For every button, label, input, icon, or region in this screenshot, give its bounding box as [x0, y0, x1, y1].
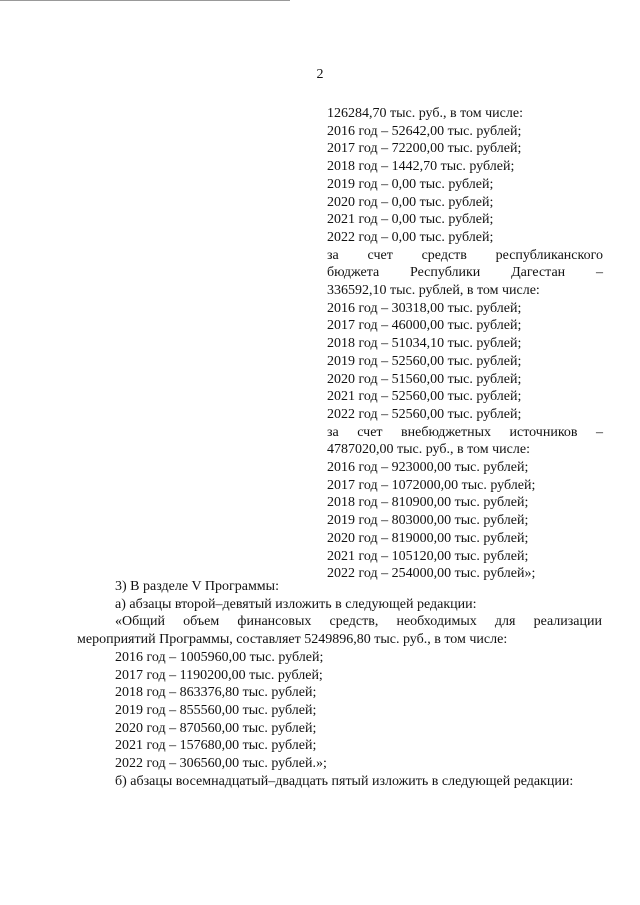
republic-year-line: 2019 год – 52560,00 тыс. рублей; — [327, 353, 522, 369]
extrabudget-year-line: 2018 год – 810900,00 тыс. рублей; — [327, 495, 529, 511]
extrabudget-year-line: 2020 год – 819000,00 тыс. рублей; — [327, 530, 529, 546]
total-year-line: 2016 год – 1005960,00 тыс. рублей; — [115, 649, 324, 665]
republic-source-line-1: за счет средств республиканского — [327, 247, 603, 263]
federal-year-line: 2021 год – 0,00 тыс. рублей; — [327, 212, 494, 228]
item-a: а) абзацы второй–девятый изложить в следующей редакции: — [115, 596, 477, 612]
total-year-line: 2020 год – 870560,00 тыс. рублей; — [115, 720, 317, 736]
top-rule — [0, 0, 290, 1]
extrabudget-year-line: 2021 год – 105120,00 тыс. рублей; — [327, 548, 529, 564]
total-year-line: 2017 год – 1190200,00 тыс. рублей; — [115, 667, 323, 683]
federal-year-line: 2016 год – 52642,00 тыс. рублей; — [327, 123, 522, 139]
extrabudget-year-line: 2022 год – 254000,00 тыс. рублей»; — [327, 566, 536, 582]
republic-year-line: 2016 год – 30318,00 тыс. рублей; — [327, 300, 522, 316]
quote-line-1: «Общий объем финансовых средств, необходимых для реализации — [115, 614, 602, 630]
extrabudget-year-line: 2016 год – 923000,00 тыс. рублей; — [327, 460, 529, 476]
federal-year-line: 2018 год – 1442,70 тыс. рублей; — [327, 159, 515, 175]
federal-year-line: 2019 год – 0,00 тыс. рублей; — [327, 176, 494, 192]
quote-line-2: мероприятий Программы, составляет 5249896,80 тыс. руб., в том числе: — [77, 632, 508, 648]
extrabudget-year-line: 2017 год – 1072000,00 тыс. рублей; — [327, 477, 536, 493]
page-number: 2 — [316, 67, 324, 82]
republic-source-line-2: бюджета Республики Дагестан – — [327, 265, 603, 281]
republic-year-line: 2021 год – 52560,00 тыс. рублей; — [327, 389, 522, 405]
federal-year-line: 2017 год – 72200,00 тыс. рублей; — [327, 141, 522, 157]
total-year-line: 2021 год – 157680,00 тыс. рублей; — [115, 738, 317, 754]
total-year-line: 2019 год – 855560,00 тыс. рублей; — [115, 702, 317, 718]
extrabudget-year-line: 2019 год – 803000,00 тыс. рублей; — [327, 513, 529, 529]
extrabudget-source-line: за счет внебюджетных источников – — [327, 424, 603, 440]
right-column — [327, 105, 603, 583]
federal-total: 126284,70 тыс. руб., в том числе: — [327, 106, 523, 121]
republic-year-line: 2017 год – 46000,00 тыс. рублей; — [327, 318, 522, 334]
extrabudget-total: 4787020,00 тыс. руб., в том числе: — [327, 442, 530, 458]
republic-year-line: 2022 год – 52560,00 тыс. рублей; — [327, 406, 522, 422]
total-year-line: 2018 год – 863376,80 тыс. рублей; — [115, 685, 317, 701]
body-text — [77, 578, 602, 790]
section-item: 3) В разделе V Программы: — [115, 579, 279, 594]
republic-year-line: 2018 год – 51034,10 тыс. рублей; — [327, 336, 522, 352]
federal-year-line: 2022 год – 0,00 тыс. рублей; — [327, 229, 494, 245]
republic-total: 336592,10 тыс. рублей, в том числе: — [327, 283, 540, 299]
total-year-line: 2022 год – 306560,00 тыс. рублей.»; — [115, 756, 327, 772]
item-b: б) абзацы восемнадцатый–двадцать пятый изложить в следующей редакции: — [115, 773, 574, 789]
republic-year-line: 2020 год – 51560,00 тыс. рублей; — [327, 371, 522, 387]
federal-year-line: 2020 год – 0,00 тыс. рублей; — [327, 194, 494, 210]
